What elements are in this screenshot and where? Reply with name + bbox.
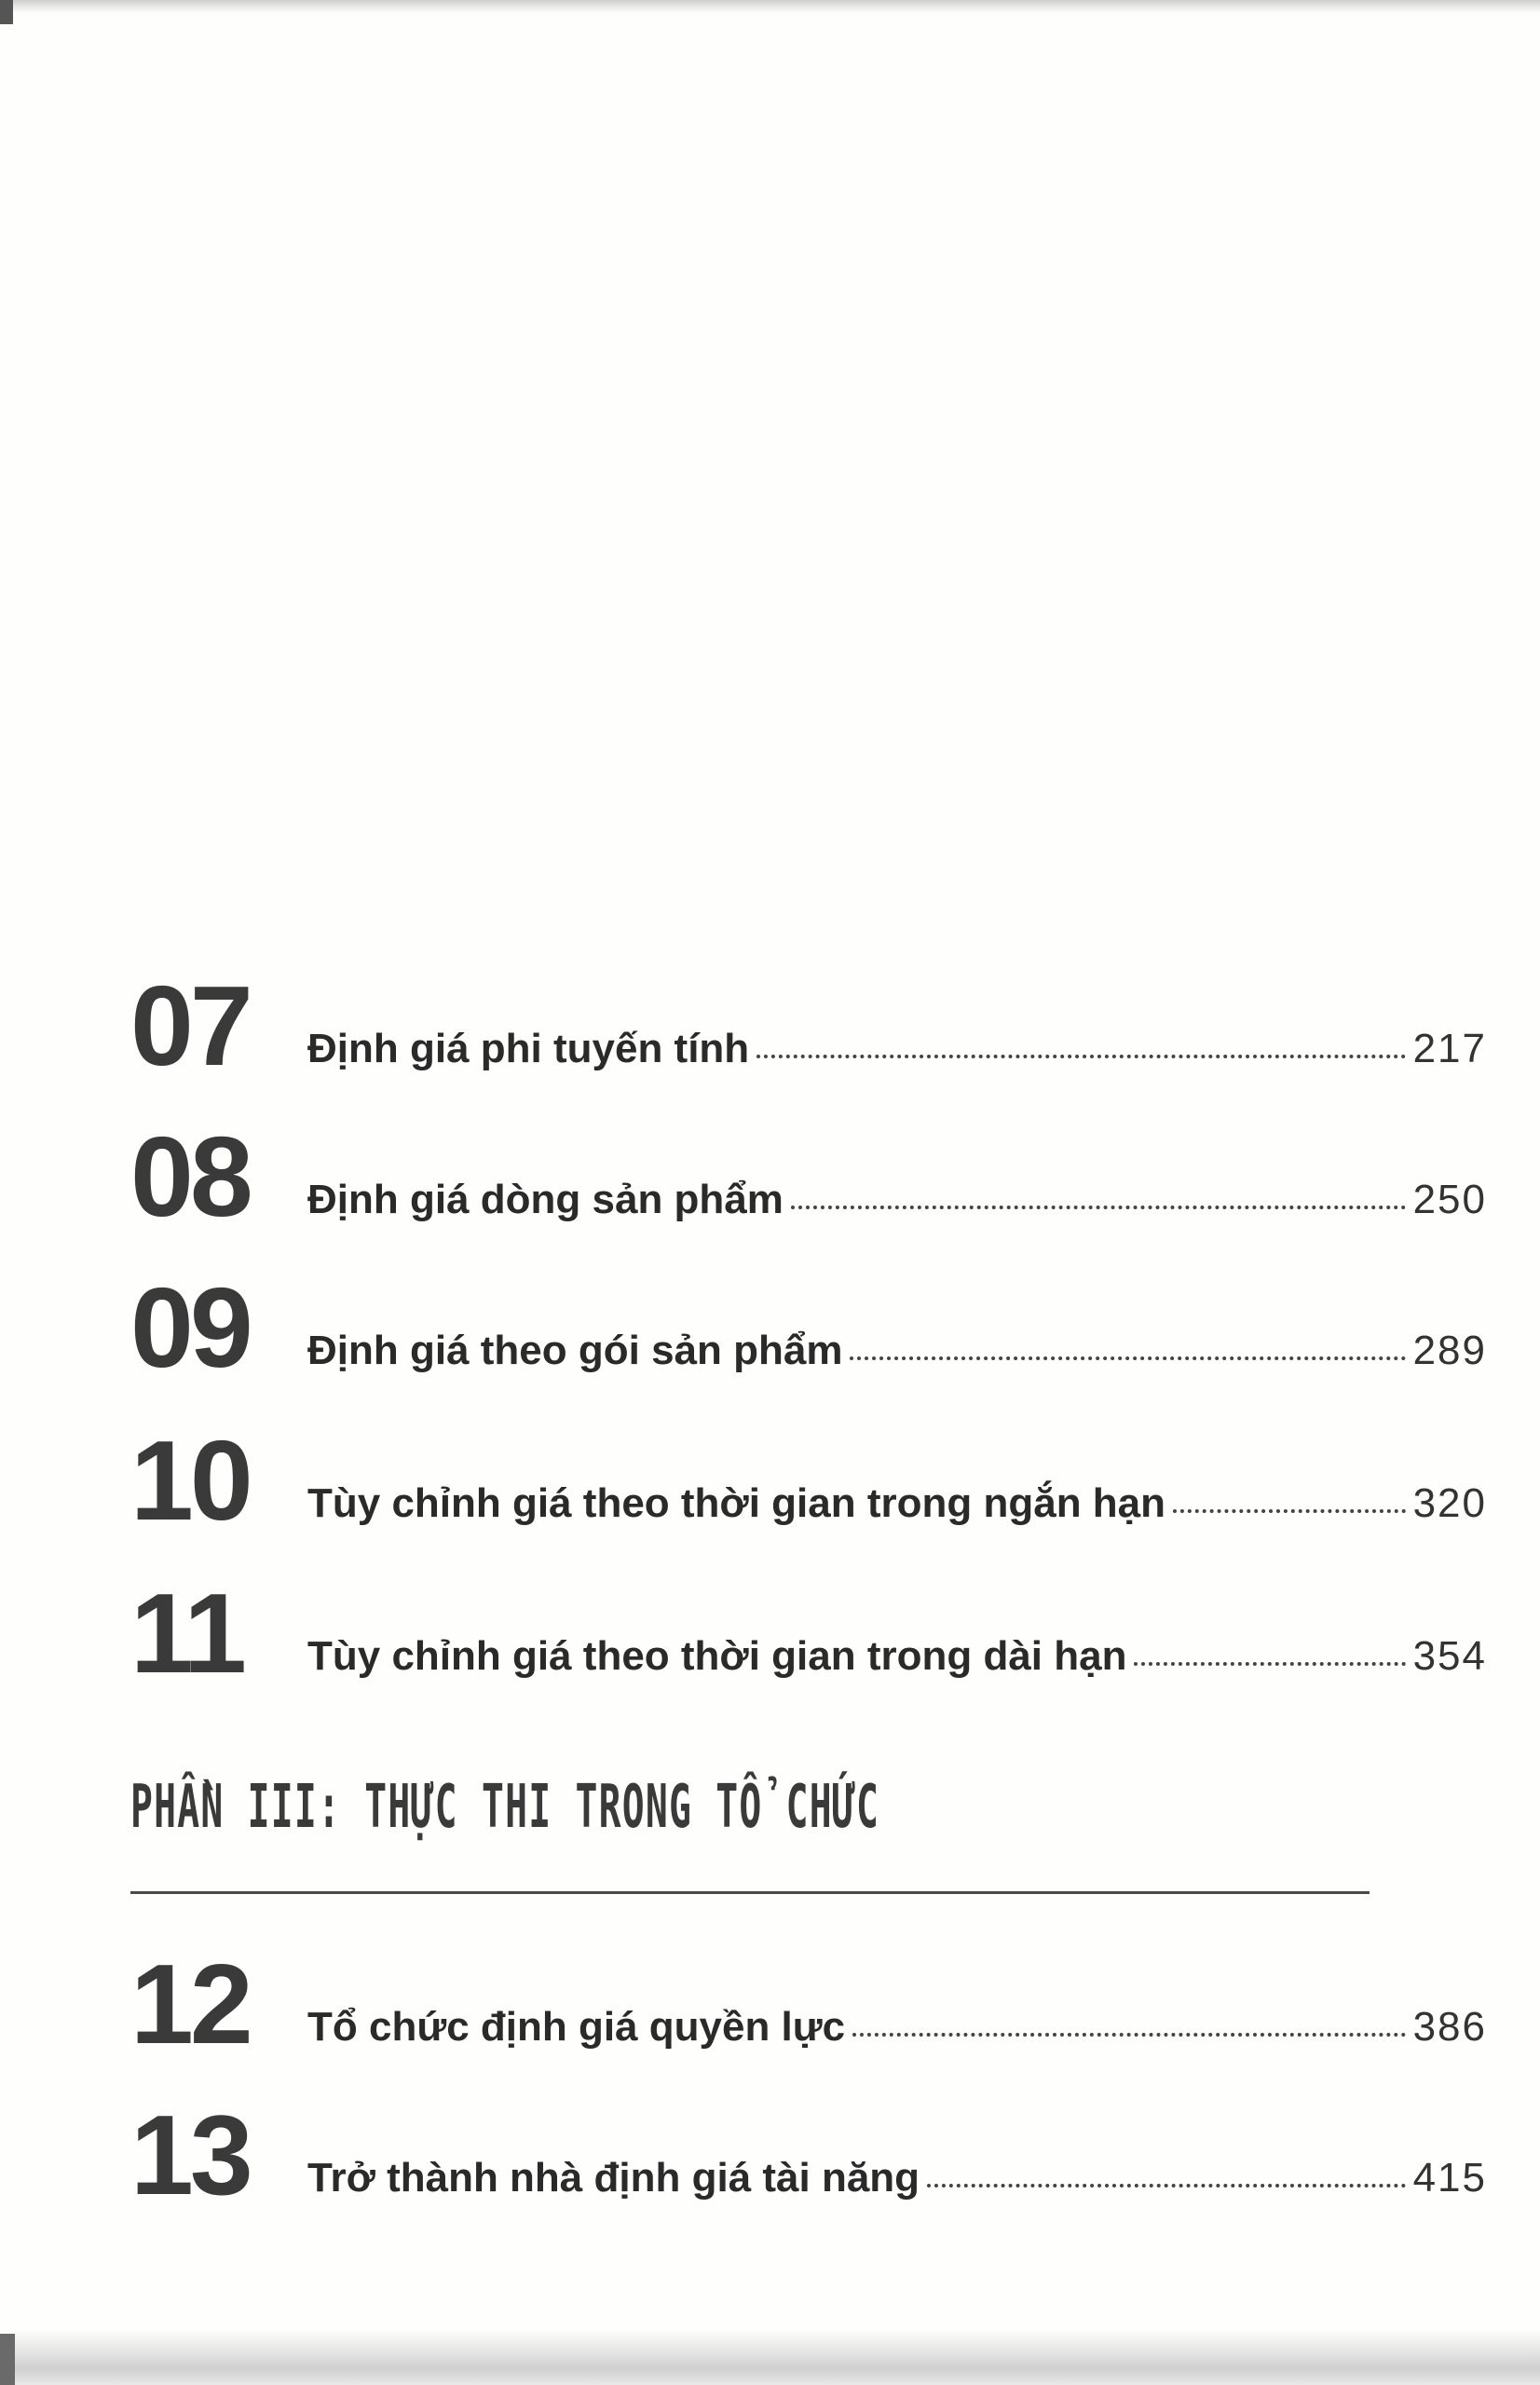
- page-number: 289: [1412, 1328, 1487, 1373]
- toc-line: [307, 1176, 1487, 1224]
- chapter-number: 07: [130, 962, 250, 1089]
- chapter-number: 12: [130, 1941, 250, 2067]
- dot-leader: [850, 1356, 1405, 1360]
- toc-entry-10: [130, 1417, 1487, 1554]
- section-divider: [130, 1891, 1370, 1894]
- page-number: 354: [1412, 1633, 1487, 1679]
- page-number: 320: [1412, 1480, 1487, 1526]
- chapter-title: Trở thành nhà định giá tài năng: [307, 2155, 920, 2201]
- chapter-number: 10: [130, 1417, 250, 1544]
- page-bottom-edge: [0, 2329, 1540, 2385]
- chapter-title: Định giá dòng sản phẩm: [307, 1177, 784, 1222]
- page-corner-mark-bottom: [0, 2334, 15, 2385]
- toc-entry-09: [130, 1264, 1487, 1401]
- toc-entry-11: [130, 1570, 1487, 1707]
- toc-line: [307, 1327, 1487, 1375]
- toc-entry-08: [130, 1113, 1487, 1250]
- toc-entry-07: [130, 962, 1487, 1099]
- page-number: 386: [1412, 2004, 1487, 2050]
- chapter-title: Định giá phi tuyến tính: [307, 1026, 750, 1071]
- toc-line: [307, 1479, 1487, 1528]
- dot-leader: [1173, 1508, 1406, 1513]
- dot-leader: [756, 1054, 1405, 1058]
- chapter-number: 11: [130, 1570, 243, 1697]
- toc-line: [307, 2003, 1487, 2051]
- chapter-number: 08: [130, 1113, 250, 1240]
- page-number: 250: [1412, 1177, 1487, 1222]
- dot-leader: [927, 2183, 1406, 2187]
- toc-entry-13: [130, 2092, 1487, 2228]
- dot-leader: [1134, 1661, 1405, 1666]
- page-top-edge: [0, 0, 1540, 13]
- page-number: 217: [1412, 1026, 1487, 1071]
- page-corner-mark: [0, 0, 13, 24]
- toc-entry-12: [130, 1941, 1487, 2078]
- chapter-title: Tổ chức định giá quyền lực: [307, 2004, 846, 2050]
- toc-line: [307, 1025, 1487, 1073]
- chapter-number: 09: [130, 1264, 250, 1391]
- dot-leader: [791, 1205, 1406, 1209]
- dot-leader: [852, 2032, 1405, 2037]
- chapter-title: Định giá theo gói sản phẩm: [307, 1328, 843, 1373]
- page-number: 415: [1412, 2155, 1487, 2201]
- toc-line: [307, 1632, 1487, 1681]
- toc-line: [307, 2154, 1487, 2202]
- part-heading: PHẦN III: THỰC THI TRONG TỔ CHỨC: [130, 1773, 880, 1842]
- chapter-title: Tùy chỉnh giá theo thời gian trong ngắn hạn: [307, 1480, 1166, 1526]
- chapter-number: 13: [130, 2092, 250, 2218]
- chapter-title: Tùy chỉnh giá theo thời gian trong dài hạn: [307, 1633, 1127, 1679]
